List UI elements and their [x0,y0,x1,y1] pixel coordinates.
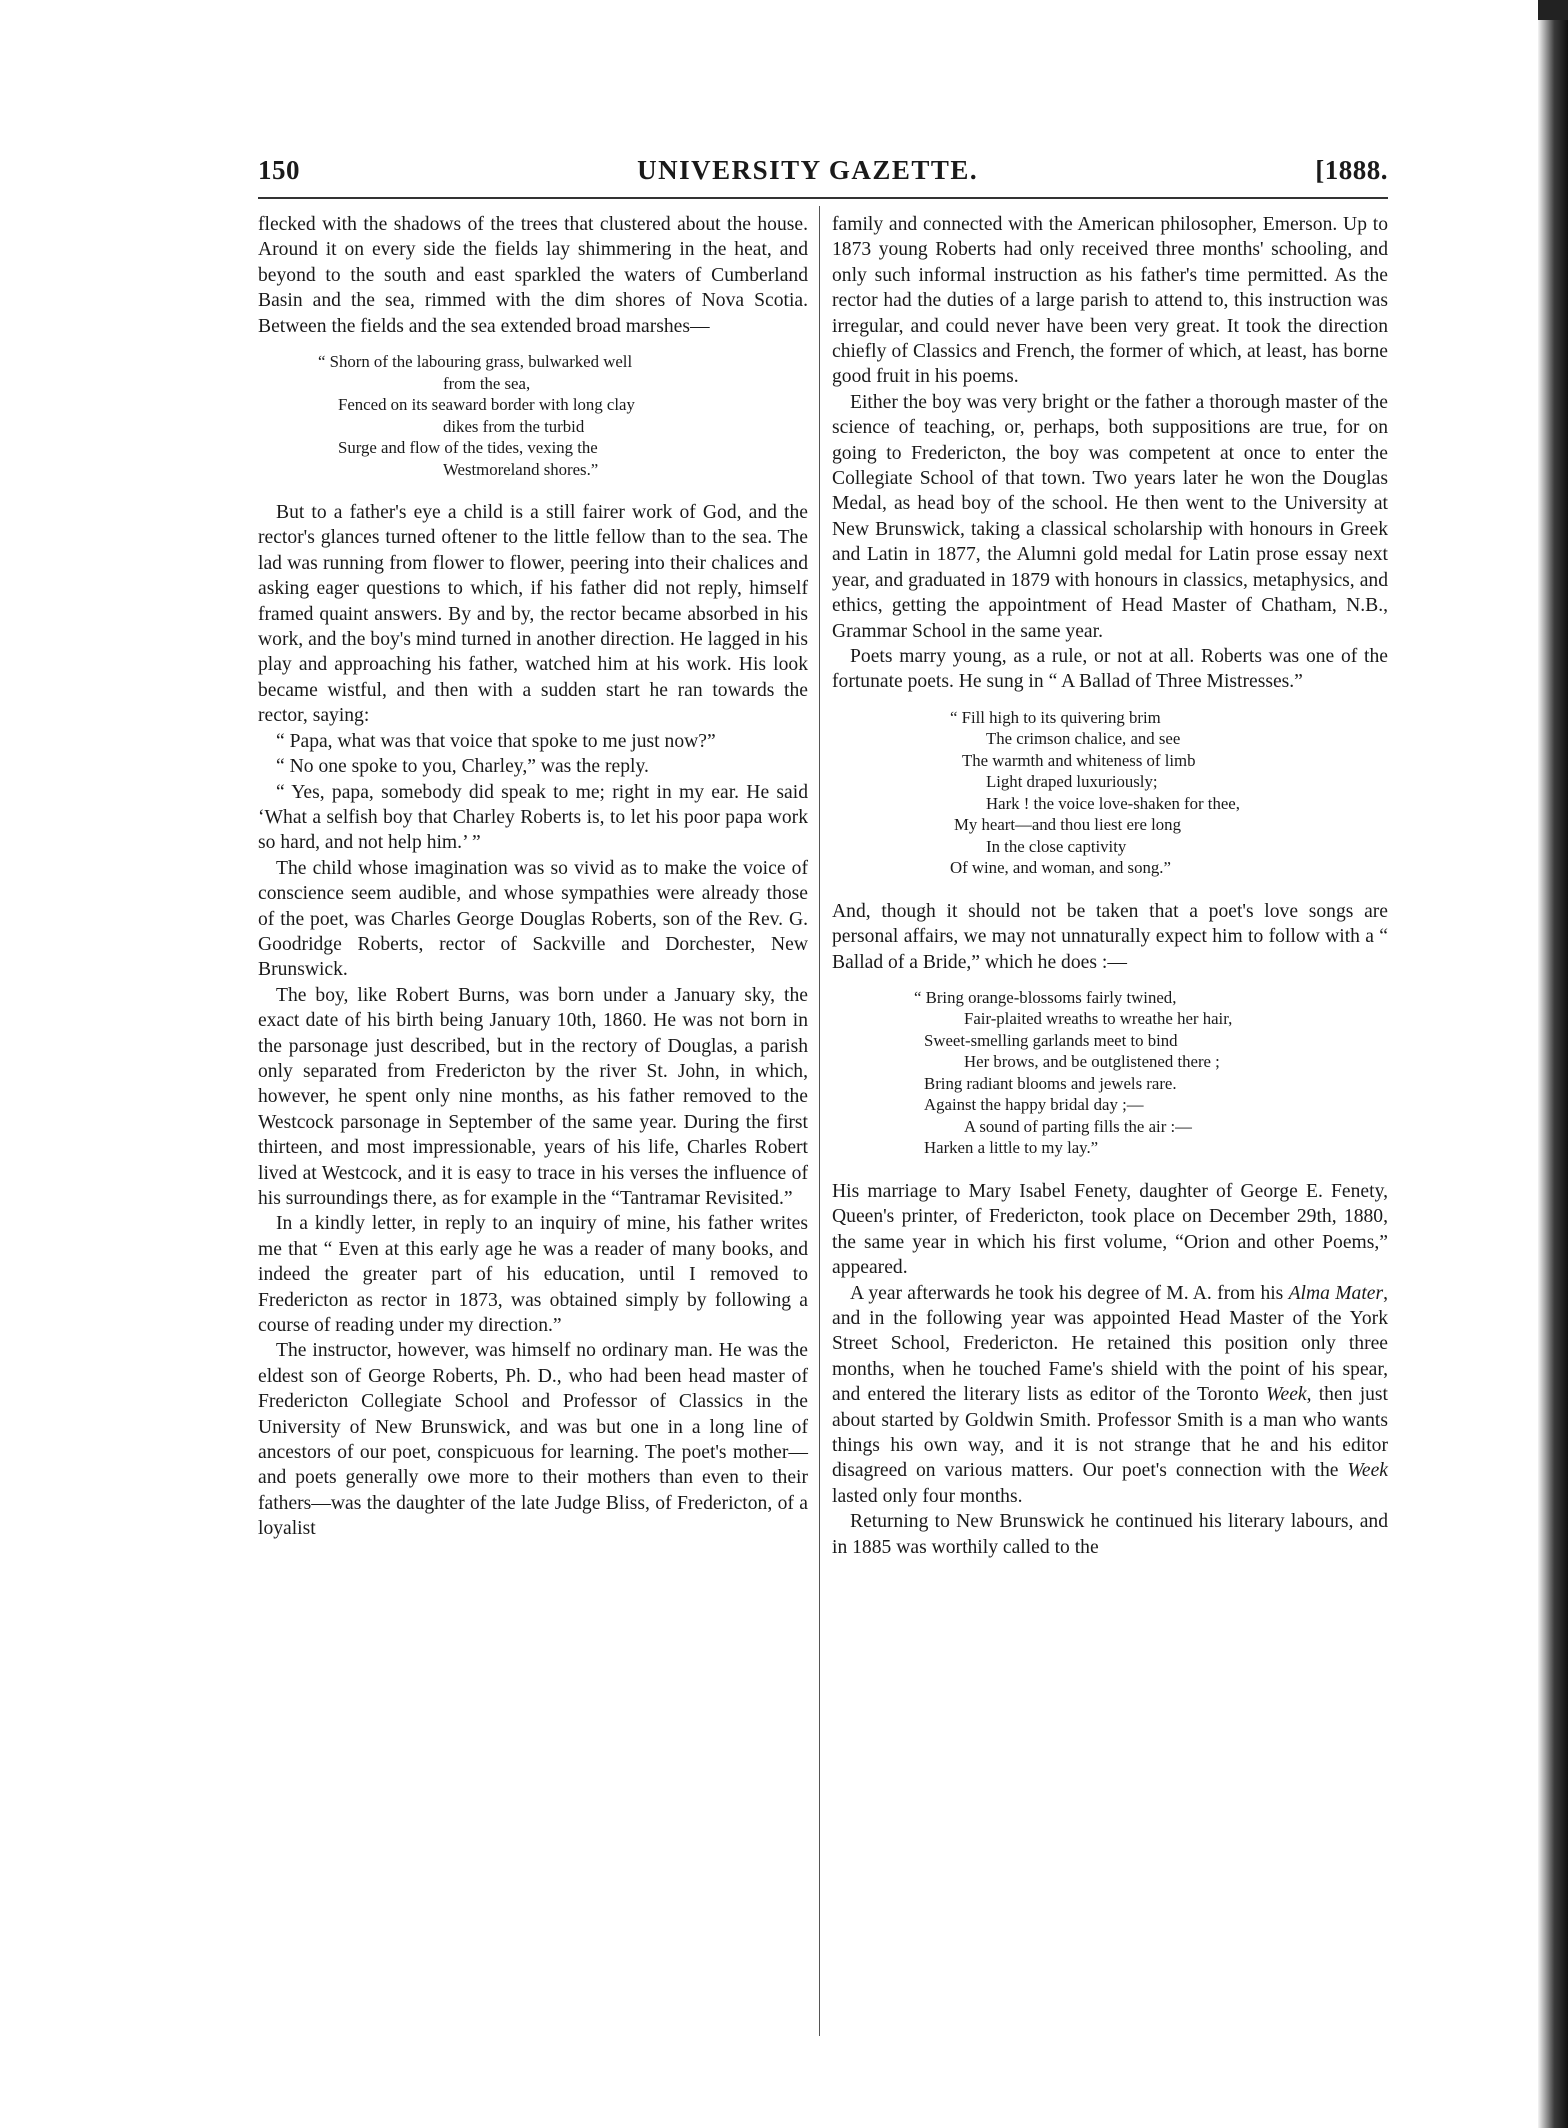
italic-title: Week [1265,1384,1307,1406]
right-column [832,212,1388,1560]
poem-line: Fair-plaited wreaths to wreathe her hair, [964,1009,1233,1029]
paragraph: And, though it should not be taken that a poet's love songs are personal affairs, we may not unnaturally expect him to follow with a “ Ballad of a Bride,” which he does :— [832,900,1388,973]
poem-line: Surge and flow of the tides, vexing the [338,438,598,458]
paragraph: The instructor, however, was himself no ordinary man. He was the eldest son of George Roberts, Ph. D., who had been head master of Fredericton Collegiate School and Professor of Classics in the University of New Brunswick, and was but one in a long line of ancestors of our poet, conspicuous for learning. The poet's mother—and poets generally owe more to their mothers than even to their fathers—was the daughter of the late Judge Bliss, of Fredericton, of a loyalist [258,1340,808,1540]
text-run: A year afterwards he took his degree of M. A. from his [850,1282,1289,1304]
poem-line: “ Bring orange-blossoms fairly twined, [914,987,1177,1007]
paragraph: In a kindly letter, in reply to an inquiry of mine, his father writes me that “ Even at this early age he was a reader of many books, and indeed the greater part of his education, until I removed to Fredericton as rector in 1873, was obtained simply by following a course of reading under my direction.” [258,1213,808,1337]
poem-line: Bring radiant blooms and jewels rare. [924,1073,1177,1093]
poem-line: Of wine, and woman, and song.” [950,858,1171,878]
paragraph: Poets marry young, as a rule, or not at all. Roberts was one of the fortunate poets. He sung in “ A Ballad of Three Mistresses.” [832,645,1388,693]
publication-title: UNIVERSITY GAZETTE. [637,154,979,185]
paragraph: “ Yes, papa, somebody did speak to me; right in my ear. He said ‘What a selfish boy that Charley Roberts is, to let his poor papa work so hard, and not help him.’ ” [258,781,808,854]
text-run: , and in the following year was appointed Head Master of the York Street School, Fredericton. He retained this position only three months, when he touched Fame's shield with the point of his spear, and entered the literary lists as editor of the Toronto [832,1282,1388,1406]
paragraph: “ No one spoke to you, Charley,” was the reply. [276,756,649,778]
paragraph: His marriage to Mary Isabel Fenety, daughter of George E. Fenety, Queen's printer, of Fredericton, took place on December 29th, 1880, the same year in which his first volume, “Orion and other Poems,” appeared. [832,1180,1388,1279]
poem-line: “ Fill high to its quivering brim [950,707,1161,727]
text-run: , then just about started by Goldwin Smith. Professor Smith is a man who wants things his own way, and it is not strange that he and his editor disagreed on various matters. Our poet's connection with the [832,1384,1389,1482]
poem-line: Her brows, and be outglistened there ; [964,1052,1220,1072]
poem-line: Westmoreland shores.” [443,459,599,479]
poem-line: My heart—and thou liest ere long [954,815,1181,835]
header-rule [258,197,1388,199]
poem-line: Harken a little to my lay.” [924,1138,1099,1158]
paragraph: The child whose imagination was so vivid as to make the voice of conscience seem audible, and whose sympathies were already those of the poet, was Charles George Douglas Roberts, son of the Rev. G. Goodridge Roberts, rector of Sackville and Dorchester, New Brunswick. [258,857,808,981]
publication-year: [1888. [1315,154,1388,185]
poem-line: Fenced on its seaward border with long clay [338,395,635,415]
poem-line: dikes from the turbid [443,416,585,436]
poem-ballad-of-three-mistresses [950,707,1388,879]
poem-shorn [318,351,808,480]
paragraph: family and connected with the American philosopher, Emerson. Up to 1873 young Roberts had only received three months' schooling, and only such informal instruction as his father's time permitted. As the rector had the duties of a large parish to attend to, this instruction was irregular, and could never have been very great. It took the direction chiefly of Classics and French, the former of which, at least, has borne good fruit in his poems. [832,214,1388,388]
poem-ballad-of-a-bride [914,987,1388,1159]
paragraph: The boy, like Robert Burns, was born under a January sky, the exact date of his birth being January 10th, 1860. He was not born in the parsonage just described, but in the rectory of Douglas, a parish only separated from Fredericton by the river St. John, in which, however, he spent only nine months, as his father removed to the Westcock parsonage in September of the same year. During the first thirteen, and most impressionable, years of his life, Charles Robert lived at Westcock, and it is easy to trace in his verses the influence of his surroundings there, as for example in the “Tantramar Revisited.” [258,984,808,1209]
poem-line: In the close captivity [986,836,1127,856]
poem-line: Light draped luxuriously; [986,772,1158,792]
italic-title: Week [1347,1460,1388,1482]
poem-line: Against the happy bridal day ;— [924,1095,1144,1115]
paragraph: flecked with the shadows of the trees that clustered about the house. Around it on every side the fields lay shimmering in the heat, and beyond to the south and east sparkled the waters of Cumberland Basin and the sea, rimmed with the dim shores of Nova Scotia. Between the fields and the sea extended broad marshes— [258,214,808,337]
paragraph [832,1281,1388,1510]
column-divider [819,206,820,2036]
poem-line: Sweet-smelling garlands meet to bind [924,1030,1178,1050]
page-header [258,152,1388,188]
paragraph: Either the boy was very bright or the father a thorough master of the science of teaching, or, perhaps, both suppositions are true, for on going to Fredericton, the boy was competent at once to enter the Collegiate School of that town. Two years later he won the Douglas Medal, as head boy of the school. He then went to the University at New Brunswick, taking a classical scholarship with honours in Greek and Latin in 1877, the Alumni gold medal for Latin prose essay next year, and graduated in 1879 with honours in classics, metaphysics, and ethics, getting the appointment of Head Master of Chatham, N.B., Grammar School in the same year. [832,391,1388,642]
paragraph: “ Papa, what was that voice that spoke to me just now?” [276,730,716,752]
left-column [258,212,808,1542]
paragraph: But to a father's eye a child is a still fairer work of God, and the rector's glances turned oftener to the little fellow than to the sea. The lad was running from flower to flower, peering into their chalices and asking eager questions to which, if his father did not reply, himself framed quaint answers. By and by, the rector became absorbed in his work, and the boy's mind turned in another direction. He lagged in his play and approaching his father, watched him at his work. His look became wistful, and then with a sudden start he ran towards the rector, saying: [258,502,808,727]
poem-line: from the sea, [443,373,531,393]
poem-line: The crimson chalice, and see [986,729,1181,749]
poem-line: “ Shorn of the labouring grass, bulwarked well [318,352,633,372]
page-number: 150 [258,154,300,185]
paragraph: Returning to New Brunswick he continued his literary labours, and in 1885 was worthily called to the [832,1511,1388,1558]
poem-line: Hark ! the voice love-shaken for thee, [986,793,1240,813]
poem-line: The warmth and whiteness of limb [962,750,1196,770]
scan-edge-shadow [1538,20,1568,2128]
poem-line: A sound of parting fills the air :— [964,1116,1192,1136]
italic-title: Alma Mater [1288,1282,1384,1304]
text-run: lasted only four months. [832,1485,1023,1507]
